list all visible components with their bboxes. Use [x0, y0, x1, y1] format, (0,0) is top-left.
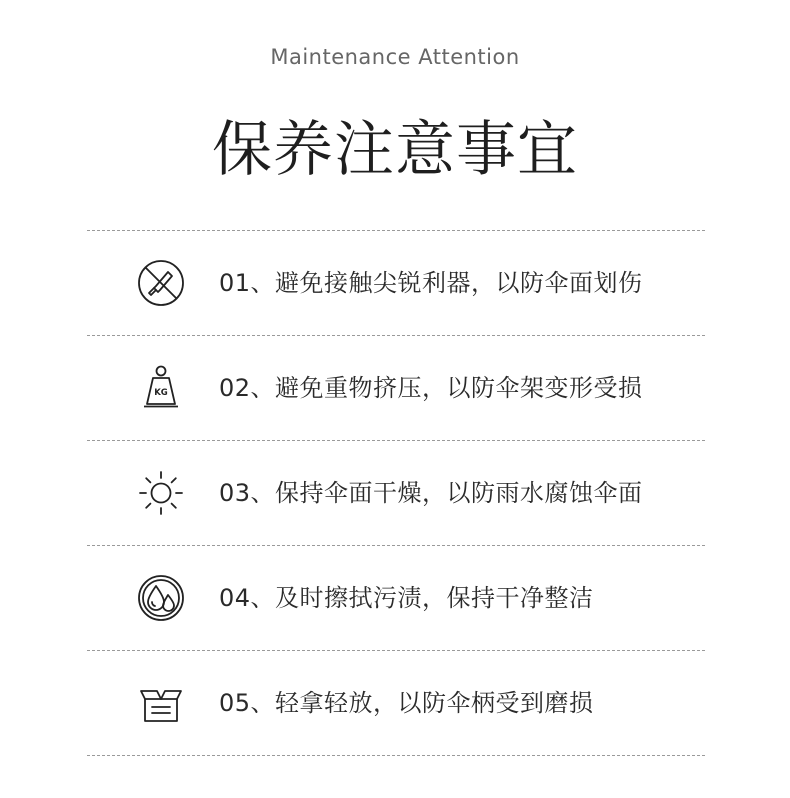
item-text: 04、及时擦拭污渍，保持干净整洁	[219, 584, 594, 612]
item-text: 03、保持伞面干燥，以防雨水腐蚀伞面	[219, 479, 643, 507]
list-item	[87, 441, 705, 545]
page-title: 保养注意事宜	[212, 115, 578, 185]
water-drop-icon	[135, 572, 187, 624]
kg-label: KG	[154, 388, 168, 398]
list-item	[87, 651, 705, 755]
weight-kg-icon	[135, 362, 187, 414]
list-item	[87, 231, 705, 335]
no-knife-icon	[135, 257, 187, 309]
open-box-icon	[135, 677, 187, 729]
item-text: 05、轻拿轻放，以防伞柄受到磨损	[219, 689, 594, 717]
item-text: 02、避免重物挤压，以防伞架变形受损	[219, 374, 643, 402]
list-item	[87, 336, 705, 440]
divider	[87, 755, 705, 756]
sun-icon	[135, 467, 187, 519]
item-text: 01、避免接触尖锐利器，以防伞面划伤	[219, 269, 643, 297]
header-subtitle: Maintenance Attention	[270, 45, 520, 69]
list-item	[87, 546, 705, 650]
